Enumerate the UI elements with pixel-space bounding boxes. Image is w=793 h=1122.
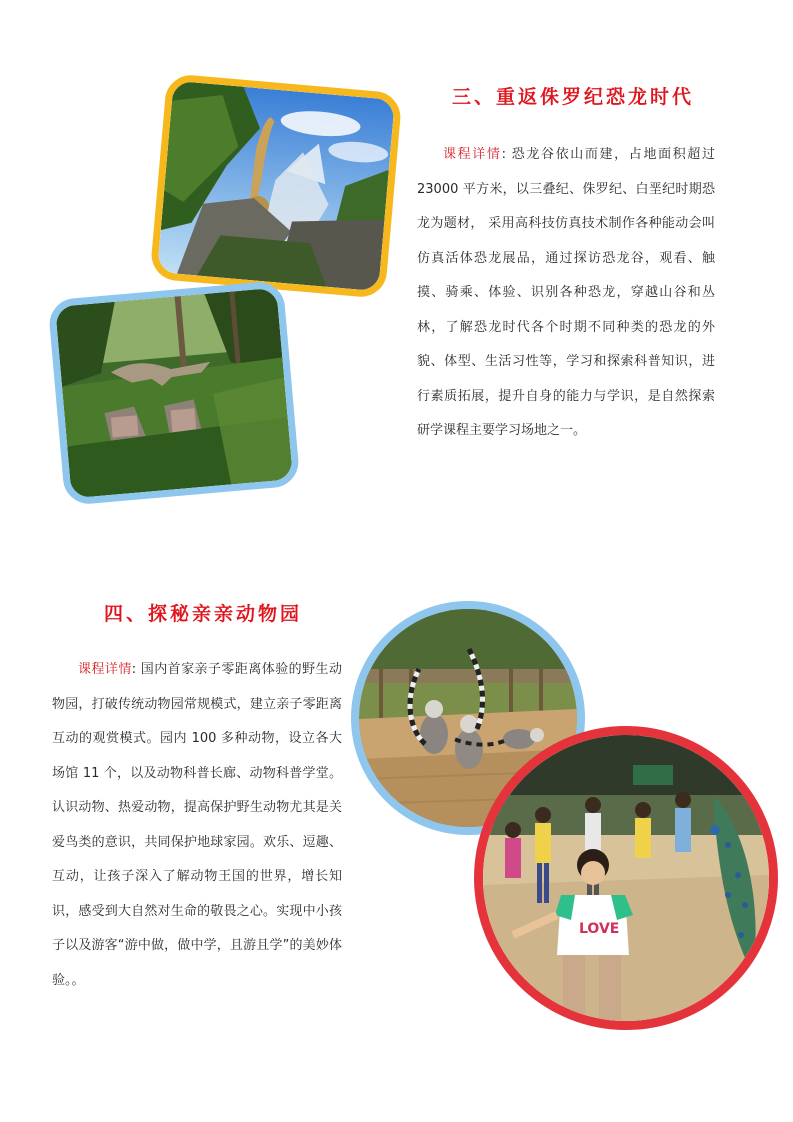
children-peacock-photo — [474, 726, 778, 1030]
forest-dinosaurs-photo — [47, 280, 300, 506]
section3-body-text: : 恐龙谷依山而建，占地面积超过23000 平方米，以三叠纪、侏罗纪、白垩纪时期恐龙为题材， 采用高科技仿真技术制作各种能动会叫仿真活体恐龙展品，通过探访恐龙谷，观看、触摸、骑乘、体验、识别各种恐龙，穿越山谷和丛林，了解恐龙时代各个时期不同种类的恐龙的外貌、体型、生活习性等，学习和探索科普知识，进行素质拓展，提升自身的能力与学识，是自然探索研学课程主要学习场地之一。 — [417, 147, 715, 438]
svg-text:LOVE: LOVE — [579, 921, 620, 937]
section3-description — [417, 138, 715, 449]
section4-body-text: : 国内首家亲子零距离体验的野生动物园，打破传统动物园常规模式，建立亲子零距离互动的观赏模式。园内 100 多种动物，设立各大场馆 11 个，以及动物科普长廊、动物科普学堂。认识动物、热爱动物，提高保护野生动物尤其是关爱鸟类的意识，共同保护地球家园。欢乐、逗趣、互动，让孩子深入了解动物王国的世界，增长知识，感受到大自然对生命的敬畏之心。实现中小孩子以及游客“游中做，做中学，且游且学”的美妙体验。。 — [52, 662, 342, 988]
section3-course-details-label: 课程详情 — [443, 147, 502, 162]
section4-course-details-label: 课程详情 — [78, 662, 132, 677]
section4-title: 四、探秘亲亲动物园 — [104, 603, 303, 625]
dinosaur-valley-waterfall-photo — [149, 73, 402, 299]
section4-description — [52, 653, 342, 998]
section3-title: 三、重返侏罗纪恐龙时代 — [452, 86, 695, 108]
